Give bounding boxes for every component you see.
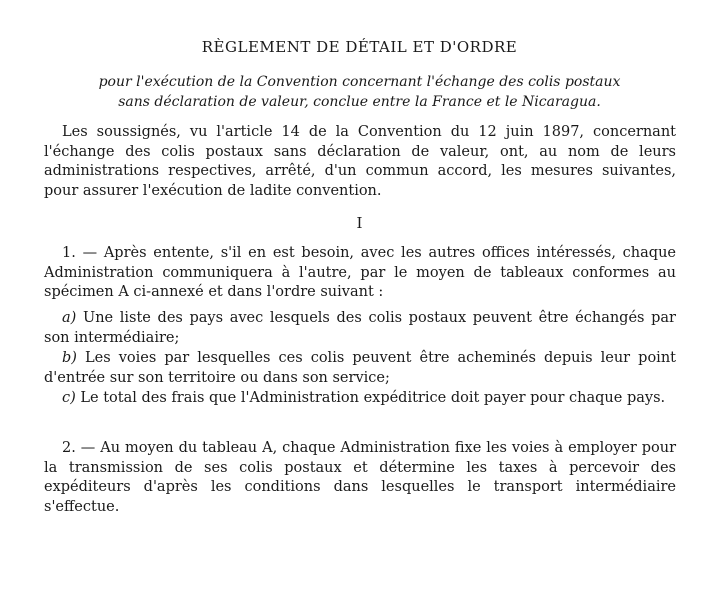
- list-item-label: b): [62, 350, 77, 366]
- article-2-paragraph: 2. — Au moyen du tableau A, chaque Administration fixe les voies à employer pour la transmission de ses colis postaux et détermine les taxes à percevoir des expéditeurs d'après les conditions dans lesquelles le transport intermédiaire s'effectue.: [44, 440, 676, 515]
- section-heading: I: [356, 214, 363, 232]
- document-subtitle: [0, 72, 719, 112]
- list-item-text: Le total des frais que l'Administration expéditrice doit payer pour chaque pays.: [80, 390, 666, 406]
- list-item-label: a): [62, 310, 77, 326]
- list-item-text: Les voies par lesquelles ces colis peuvent être acheminés depuis leur point d'entrée sur son territoire ou dans son service;: [44, 350, 676, 386]
- list-item-label: c): [62, 390, 76, 406]
- list-item-b: [44, 349, 676, 388]
- article-1-paragraph: 1. — Après entente, s'il en est besoin, avec les autres offices intéressés, chaque Administration communiquera à l'autre, par le moyen de tableaux conformes au spécimen A ci-annexé et dans l'ordre suivant :: [44, 245, 676, 300]
- list-item-a: [44, 309, 676, 348]
- list-item-c: [44, 389, 676, 409]
- subtitle-line-1: pour l'exécution de la Convention concernant l'échange des colis postaux: [98, 74, 621, 90]
- document-title: RÈGLEMENT DE DÉTAIL ET D'ORDRE: [201, 38, 518, 56]
- intro-paragraph: Les soussignés, vu l'article 14 de la Convention du 12 juin 1897, concernant l'échange des colis postaux sans déclaration de valeur, ont, au nom de leurs administrations respectives, arrêté, d'un commun accord, les mesures suivantes, pour assurer l'exécution de ladite convention.: [44, 124, 676, 199]
- subtitle-line-2: sans déclaration de valeur, conclue entre la France et le Nicaragua.: [118, 94, 601, 110]
- list-item-text: Une liste des pays avec lesquels des colis postaux peuvent être échangés par son intermédiaire;: [44, 310, 676, 346]
